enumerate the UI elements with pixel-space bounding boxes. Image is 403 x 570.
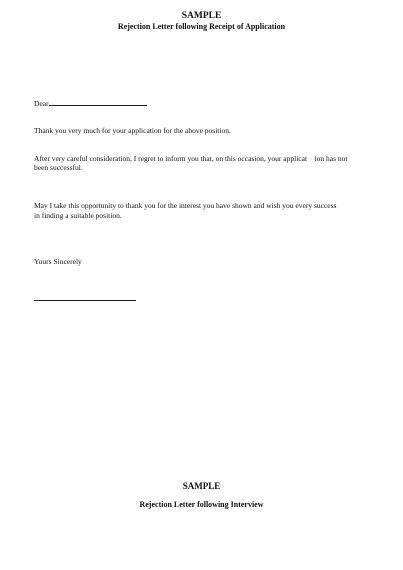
salutation-text: Dear xyxy=(34,99,49,108)
salutation-line xyxy=(34,97,147,109)
paragraph-wishes-line1: May I take this opportunity to thank you for the interest you have shown and wish you every success xyxy=(34,201,337,210)
paragraph-decision-line2: been successful. xyxy=(34,163,83,172)
paragraph-wishes-line2: in finding a suitable position. xyxy=(34,211,122,220)
paragraph-thanks: Thank you very much for your application for the above position. xyxy=(34,126,231,135)
recipient-name-blank xyxy=(49,97,147,106)
document-title: SAMPLE xyxy=(181,11,222,21)
second-section-subtitle: Rejection Letter following Interview xyxy=(139,500,264,509)
document-subtitle: Rejection Letter following Receipt of Application xyxy=(117,22,286,31)
closing-text: Yours Sincerely xyxy=(34,257,82,266)
second-section-title: SAMPLE xyxy=(182,481,221,491)
signature-line xyxy=(34,300,136,301)
paragraph-decision-line1: After very careful consideration, I regret to inform you that, on this occasion, your applicat ion has not xyxy=(34,154,348,163)
